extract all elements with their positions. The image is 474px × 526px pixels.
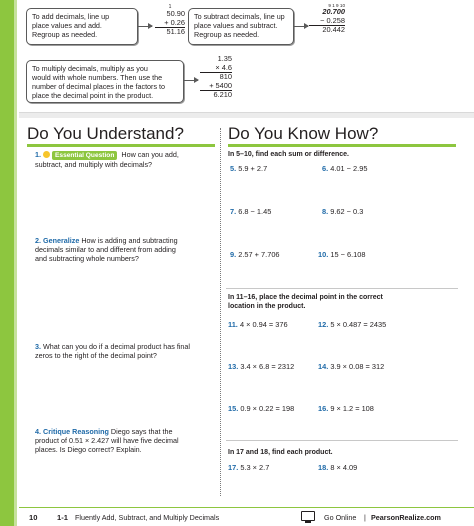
sum: 51.16 <box>166 27 185 37</box>
exercise-number: 8. <box>322 207 329 216</box>
exercise-12 <box>318 320 386 329</box>
difference: 20.442 <box>322 25 345 35</box>
exercise-expression: 3.4 × 6.8 = 2312 <box>240 362 295 371</box>
addition-example <box>155 5 185 37</box>
exercise-expression: 6.8 − 1.45 <box>238 207 272 216</box>
addition-callout <box>26 8 138 45</box>
essential-question-badge: Essential Question <box>52 151 117 160</box>
question-text: places. Is Diego correct? Explain. <box>35 445 142 455</box>
exercise-expression: 8 × 4.09 <box>330 463 358 472</box>
exercise-number: 17. <box>228 463 239 472</box>
footer-divider: | <box>364 513 366 522</box>
callout-line: would with whole numbers. Then use the <box>32 73 163 82</box>
multiplication-callout <box>26 60 184 103</box>
exercise-number: 11. <box>228 320 238 329</box>
partial-product: + 5400 <box>209 80 232 90</box>
instructions-11-16 <box>228 293 383 311</box>
addend: + 0.26 <box>164 17 185 27</box>
factor: 1.35 <box>217 54 232 63</box>
question-text: Diego says that the <box>110 427 173 436</box>
exercise-number: 5. <box>230 164 237 173</box>
exercise-number: 6. <box>322 164 329 173</box>
multiplication-example <box>200 55 232 100</box>
callout-line: number of decimal places in the factors to <box>32 82 166 91</box>
question-text: How is adding and subtracting <box>81 236 178 245</box>
callout-line: place the decimal point in the product. <box>32 91 154 100</box>
minuend: 20.700 <box>322 7 345 16</box>
question-number: 2. <box>35 236 41 245</box>
exercise-number: 12. <box>318 320 329 329</box>
exercise-expression: 9.62 − 0.3 <box>330 207 364 216</box>
partial-product: 810 <box>219 72 232 82</box>
exercise-expression: 4 × 0.94 = 376 <box>239 320 288 329</box>
callout-line: place values and subtract. <box>194 21 278 30</box>
do-you-know-how-heading: Do You Know How? <box>228 124 379 143</box>
exercise-10 <box>318 250 365 259</box>
question-3 <box>35 342 215 360</box>
question-lead: Critique Reasoning <box>43 427 109 436</box>
regroup-digits: 9 1 9 10 <box>328 3 345 8</box>
question-number: 4. <box>35 427 41 436</box>
exercise-expression: 3.9 × 0.08 = 312 <box>330 362 385 371</box>
footer-rule <box>19 507 474 508</box>
exercise-number: 14. <box>318 362 329 371</box>
exercise-11 <box>228 320 288 329</box>
exercise-number: 15. <box>228 404 239 413</box>
factor: × 4.6 <box>215 62 232 72</box>
subtraction-example <box>309 3 345 35</box>
arrow-icon <box>138 26 152 27</box>
heading-underline <box>27 144 215 147</box>
question-number: 1. <box>35 150 41 159</box>
callout-line: To subtract decimals, line up <box>194 12 285 21</box>
question-text: subtract, and multiply with decimals? <box>35 160 153 170</box>
exercise-number: 18. <box>318 463 329 472</box>
addend: 50.90 <box>166 9 185 18</box>
exercise-expression: 5 × 0.487 = 2435 <box>330 320 387 329</box>
question-text: What can you do if a decimal product has final <box>43 342 191 351</box>
subtrahend: − 0.258 <box>320 15 345 25</box>
exercise-expression: 0.9 × 0.22 = 198 <box>240 404 295 413</box>
callout-line: To add decimals, line up <box>32 12 110 21</box>
exercise-expression: 15 − 6.108 <box>330 250 366 259</box>
pearson-realize-link[interactable]: PearsonRealize.com <box>371 513 441 522</box>
instructions-5-10: In 5–10, find each sum or difference. <box>228 151 349 158</box>
question-2 <box>35 236 215 264</box>
question-text: and subtracting whole numbers? <box>35 254 139 264</box>
arrow-icon <box>184 80 198 81</box>
exercise-15 <box>228 404 294 413</box>
exercise-5 <box>230 164 267 173</box>
do-you-understand-heading: Do You Understand? <box>27 124 184 143</box>
exercise-13 <box>228 362 294 371</box>
arrow-icon <box>294 26 308 27</box>
divider <box>226 288 458 289</box>
callout-line: Regroup as needed. <box>32 30 98 39</box>
exercise-7 <box>230 207 271 216</box>
subtraction-callout <box>188 8 294 45</box>
question-text: decimals similar to and different from adding <box>35 245 176 255</box>
section-separator <box>19 112 474 118</box>
exercise-8 <box>322 207 363 216</box>
question-number: 3. <box>35 342 41 351</box>
divider <box>226 440 458 441</box>
instructions-17-18: In 17 and 18, find each product. <box>228 449 333 456</box>
instruction-line: In 11–16, place the decimal point in the correct <box>228 294 383 301</box>
lesson-title: Fluently Add, Subtract, and Multiply Decimals <box>75 513 220 522</box>
exercise-9 <box>230 250 280 259</box>
exercise-18 <box>318 463 357 472</box>
instruction-line: location in the product. <box>228 303 306 310</box>
computer-icon <box>301 511 315 521</box>
exercise-number: 10. <box>318 250 329 259</box>
column-divider <box>220 128 221 496</box>
exercise-expression: 9 × 1.2 = 108 <box>330 404 374 413</box>
exercise-6 <box>322 164 367 173</box>
exercise-17 <box>228 463 269 472</box>
question-lead: Generalize <box>43 236 80 245</box>
question-1 <box>35 150 215 169</box>
callout-line: Regroup as needed. <box>194 30 260 39</box>
question-text: product of 0.51 × 2.427 will have five decimal <box>35 436 179 446</box>
lesson-number: 1-1 <box>57 513 68 522</box>
question-text: How can you add, <box>121 150 179 159</box>
page-edge-bar <box>0 0 14 526</box>
page-footer <box>19 507 474 526</box>
carry-digit: 1 <box>168 4 172 10</box>
question-4 <box>35 427 215 455</box>
callout-line: To multiply decimals, multiply as you <box>32 64 148 73</box>
exercise-number: 7. <box>230 207 237 216</box>
heading-underline <box>228 144 456 147</box>
exercise-14 <box>318 362 384 371</box>
exercise-expression: 5.3 × 2.7 <box>240 463 270 472</box>
callout-line: place values and add. <box>32 21 102 30</box>
page-edge-bar-light <box>14 0 17 526</box>
go-online-label: Go Online <box>324 513 357 522</box>
exercise-expression: 2.57 + 7.706 <box>238 250 280 259</box>
exercise-16 <box>318 404 374 413</box>
question-text: zeros to the right of the decimal point? <box>35 351 157 361</box>
exercise-number: 13. <box>228 362 239 371</box>
exercise-expression: 5.9 + 2.7 <box>238 164 268 173</box>
exercise-expression: 4.01 − 2.95 <box>330 164 368 173</box>
product: 6.210 <box>213 90 232 100</box>
exercise-number: 9. <box>230 250 237 259</box>
page-number: 10 <box>29 513 38 522</box>
exercise-number: 16. <box>318 404 329 413</box>
lightbulb-icon <box>43 151 50 158</box>
